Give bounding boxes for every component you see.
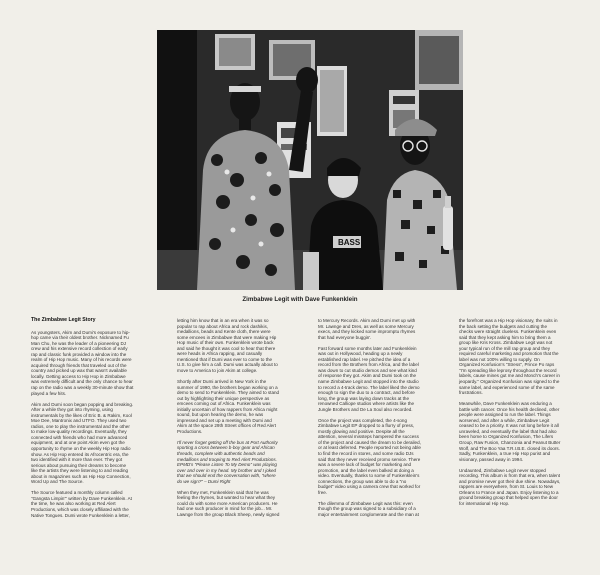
- paragraph: The dilemma of Zimbabwe Legit was this: even though the group was signed to a subsidiary of a major entertainment conglomerate and the man at: [318, 500, 419, 517]
- quote-paragraph: I'll never forget getting off the bus at Port Authority sporting a cross between b-boy gear and African threads, complete with authentic beads and medallions and trooping to Red Alert Productions. EPMD's "Please Listen To My Demo" was playing over and over in my head. My brother and I joked that we should end the conversation with, "where do we sign?" – Dumi Right: [177, 439, 278, 484]
- paragraph: to Mercury Records. Akim and Dumi met up with Mr. Lawnge and Dres, as well as some Mercury execs, and they kicked some impromptu rhymes that had everyone buggin'.: [318, 318, 416, 340]
- group-photo: [157, 30, 463, 290]
- article-column-1: [31, 318, 134, 524]
- paragraph: When they met, Funkenklein said that he was feeling the rhymes, but wanted to hear what they could do with some more American producers. He had one such producer in mind for the job... Mr. Lawnge from the group Black Sheep, newly signed: [177, 489, 280, 517]
- photo-illustration: [157, 30, 463, 290]
- paragraph: letting him know that in an era when it was so popular to rap about Africa and rock dashikis, medallions, beads and Kente cloth, there were some emcees in Zimbabwe that were making Hip Hop music of their own. Funkenklein wrote back and said he thought it was cool to hear that there were heads in Africa rapping, and casually mentioned that if Dumi was ever to come to the U.S. to give him a call. Dumi was actually about to move to America to join Akim at college.: [177, 318, 278, 373]
- paragraph: Shortly after Dumi arrived in New York in the summer of 1990, the brothers began working on a demo to send to Funkenklein. They aimed to stand out by highlighting their unique perspective as emcees coming out of Africa. Funkenklein was initially uncertain of how rappers from Africa might sound, but upon hearing the demo, he was impressed and set up a meeting with Dumi and Akim at the space 29th Street offices of Red Alert Productions.: [177, 378, 280, 434]
- shirt-text: BASS: [338, 238, 361, 247]
- paragraph: Once the project was completed, the 4-song Zimbabwe Legit EP dropped to a flurry of press, mostly glowing and positive. Despite all the attention, several missteps hampered the success of the project and caused the dream to be derailed, or at least deferred. People reported not being able to find the record in stores, and some radio DJs said that they never received promo service. There was a severe lack of budget for marketing and promotion, and the label even balked at doing a video. Eventually, thanks to some of Funkenklein's connections, the group was able to do a "no budget" video using a camera crew that worked for free.: [318, 417, 421, 495]
- paragraph: As youngsters, Akim and Dumi's exposure to hip-hop came via their oldest brother. Nicknamed Fu Man Chu, he was the leader of a pioneering DJ crew and his extensive record collection of early rap and classic funk provided a window into the realm of Hip Hop music. Many of his records were acquired through friends that traveled out of the country and picked up wax that wasn't available locally. Getting access to Hip Hop in Zimbabwe was extremely difficult and the only chance to hear rap on the radio was a weekly 30-minute show that played a few hits.: [31, 329, 134, 396]
- article-title: The Zimbabwe Legit Story: [31, 317, 96, 323]
- paragraph: Undaunted, Zimbabwe Legit never stopped recording. This album is from that era, when talent and promise never got their due shine. Nowadays, rappers are everywhere, from St. Louis to New Orleans to France and Japan. Enjoy listening to a ground breaking group that helped open the door for international Hip Hop.: [459, 467, 561, 506]
- paragraph: the forefront was a Hip Hop visionary, the suits in the back setting the budgets and cutting the checks were straight clueless. Funkenklein even said that they kept asking him to bring them a group like Kris Kross. Zimbabwe Legit was not your typical run of the mill rap group and they required careful marketing and promotion that the label was not 100% willing to supply. On Organized Konfusion's "Stress", Prince Po raps "I'm spreading like leprosy throughout the record labels, cause mines gut me and Monch's career in jeopardy." Organized Konfusion was signed to the same label, and experienced some of the same frustrations.: [459, 318, 560, 396]
- paragraph: Meanwhile, Dave Funkenklein was enduring a battle with cancer. Once his health declined, other people were assigned to run the label. Things worsened, and after a while, Zimbabwe Legit ceased to be a priority. It was not long before it all unraveled, and eventually the label that had also been home to Organized Konfusion, The Lifers Group, Raw Fusion, Chanzonia and Peanut Butter Wolf, and The Boo Yaa T.R.I.B.E. closed its doors. Sadly, Funkenklein, a true Hip Hop purist and visionary, passed away in 1994.: [459, 401, 561, 462]
- article-column-4: [459, 318, 562, 512]
- paragraph: Akim and Dumi soon began popping and breaking. After a while they got into rhyming, using instrumentals by the likes of Eric B. & Rakim, Kool Moe Dee, Mantronix and UTFO. They used two radios, one to play the instrumental and the other to make low-quality recordings. Eventually, they connected with friends who had more advanced equipment, and at one point Akim even got the opportunity to rhyme on the weekly Hip Hop radio show. As Hip Hop entered its Afrocentric era, the two identified with it more than ever. They got serious about pursuing their dreams to become like the artists they were listening to and reading about in magazines such as Hip Hop Connection, Word Up and The Source.: [31, 401, 134, 485]
- article-column-3: [318, 318, 421, 523]
- paragraph: The Source featured a monthly column called "Gangsta Limpin'" written by Dave Funkenklein. At the time, he was also working at Red Alert Productions, which was closely affiliated with the Native Tongues. Dumi wrote Funkenklein a letter,: [31, 490, 132, 518]
- paragraph: Fast forward some months later and Funkenklein was out in Hollywood, heading up a newly established rap label. He pitched the idea of a record from the Brothers from Africa, and the label was down to cut studio demos and see what kind of response they got. Akim and Dumi took on the name Zimbabwe Legit and stopped into the studio to record a 4-track demo. The label liked the demo enough to sign the duo to a contract, and before long, the group was laying down tracks at the renowned Calliope studios where artists like the Jungle Brothers and De La Soul also recorded.: [318, 345, 420, 412]
- article-column-2: [177, 318, 280, 523]
- photo-caption: Zimbabwe Legit with Dave Funkenklein: [242, 296, 358, 303]
